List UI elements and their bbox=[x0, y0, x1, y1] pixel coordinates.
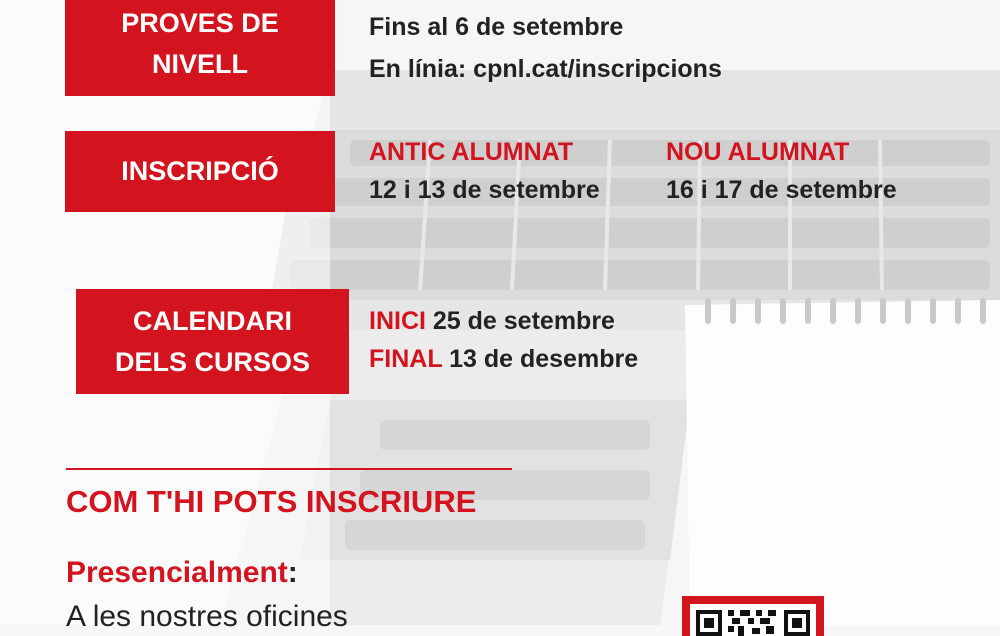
proves-box-line2: NIVELL bbox=[151, 49, 248, 79]
presencial-label: Presencialment bbox=[66, 556, 288, 589]
nou-alumnat-label: NOU ALUMNAT bbox=[666, 138, 850, 166]
qr-code-graphic bbox=[690, 604, 816, 636]
presencial-colon: : bbox=[287, 556, 298, 589]
inici-label: INICI bbox=[369, 307, 426, 335]
presencial-heading bbox=[66, 556, 298, 590]
qr-code-icon[interactable] bbox=[682, 596, 824, 636]
proves-box-line1: PROVES DE bbox=[121, 8, 279, 38]
inscripcio-box-label: INSCRIPCIÓ bbox=[121, 156, 279, 186]
calendari-box-line2: DELS CURSOS bbox=[114, 346, 311, 377]
section-divider bbox=[66, 468, 512, 470]
final-row bbox=[369, 345, 638, 374]
inici-row bbox=[369, 307, 615, 336]
antic-alumnat-dates: 12 i 13 de setembre bbox=[369, 176, 600, 204]
final-date: 13 de desembre bbox=[449, 345, 639, 373]
inici-date: 25 de setembre bbox=[432, 307, 615, 335]
proves-de-nivell-box bbox=[65, 0, 335, 96]
offices-text: A les nostres oficines bbox=[66, 600, 348, 633]
antic-alumnat-label: ANTIC ALUMNAT bbox=[369, 138, 574, 166]
howto-title: COM T'HI POTS INSCRIURE bbox=[66, 484, 477, 519]
proves-deadline: Fins al 6 de setembre bbox=[369, 13, 624, 41]
proves-online-link[interactable]: En línia: cpnl.cat/inscripcions bbox=[369, 55, 722, 83]
inscripcio-box bbox=[65, 131, 335, 212]
calendari-box bbox=[76, 289, 349, 394]
nou-alumnat-dates: 16 i 17 de setembre bbox=[666, 176, 897, 204]
qr-code-pattern bbox=[690, 604, 816, 636]
calendari-box-line1: CALENDARI bbox=[133, 305, 292, 336]
final-label: FINAL bbox=[369, 345, 443, 373]
